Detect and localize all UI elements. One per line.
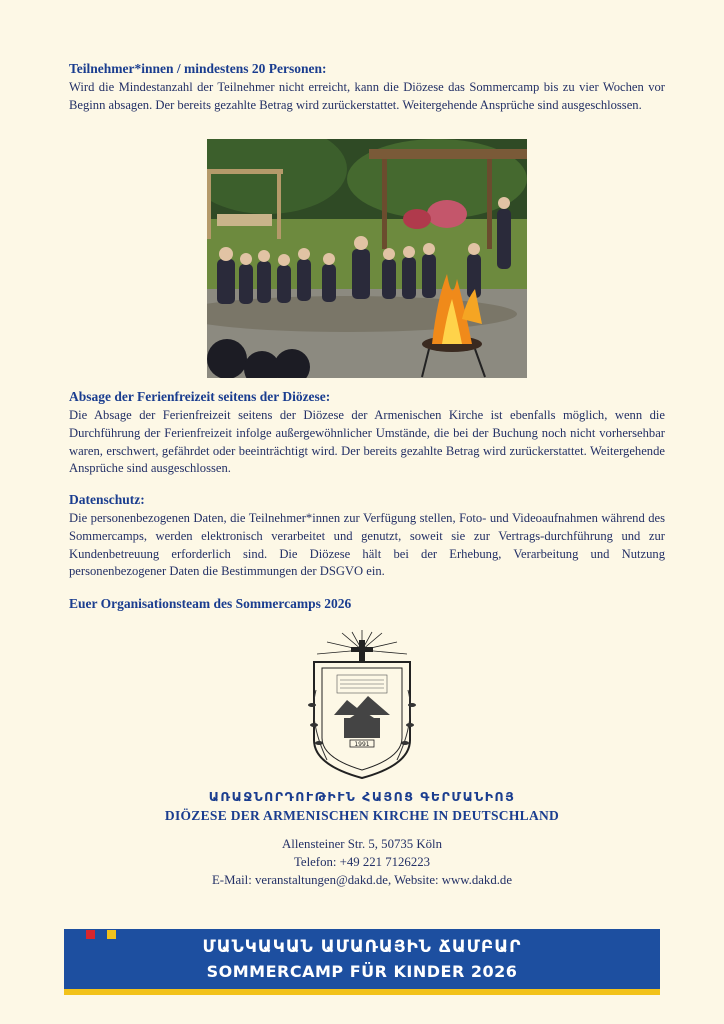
footer-banner [64,929,660,989]
organization-name-german: DIÖZESE DER ARMENISCHEN KIRCHE IN DEUTSCHLAND [164,808,560,823]
cancellation-heading: Absage der Ferienfreizeit seitens der Diözese: [69,389,331,404]
banner-title-german: SOMMERCAMP FÜR KINDER 2026 [206,962,518,981]
organization-address: Allensteiner Str. 5, 50735 Köln [282,837,442,851]
logo-year: 1991 [354,741,370,748]
diocese-seal-logo [302,630,422,782]
banner-yellow-stripe [64,989,660,995]
privacy-text: Die personenbezogenen Daten, die Teilnehmer*innen zur Verfügung stellen, Foto- und Videoaufnahmen während des Sommercamps, werden elektronisch verarbeitet und genutzt, soweit sie zur Vertrags-durchführung und zur Kundenbetreuung erforderlich sind. Die Diözese hält bei der Erhebung, Verarbeitung und Nutzung personenbezogener Daten die Bestimmungen der DSGVO ein. [69,511,665,579]
signoff: Euer Organisationsteam des Sommercamps 2026 [69,596,352,611]
organization-name-armenian: ԱՌԱՋՆՈՐԴՈՒԹԻՒՆ ՀԱՅՈՑ ԳԵՐՄԱՆԻՈՅ [208,789,516,804]
banner-title-armenian: ՄԱՆԿԱԿԱՆ ԱՄԱՌԱՅԻՆ ՃԱՄԲԱՐ [202,937,522,957]
participants-text: Wird die Mindestanzahl der Teilnehmer nicht erreicht, kann die Diözese das Sommercamp bis zu vier Wochen vor Beginn absagen. Der bereits gezahlte Betrag wird zurückerstattet. Weitergehende Ansprüche sind ausgeschlossen. [69,80,665,112]
banner-red-square [86,930,95,939]
banner-yellow-square [107,930,116,939]
privacy-heading: Datenschutz: [69,492,145,507]
organization-email-website: E-Mail: veranstaltungen@dakd.de, Website: www.dakd.de [211,873,513,887]
campfire-photo [207,139,527,378]
cancellation-text: Die Absage der Ferienfreizeit seitens der Diözese der Armenischen Kirche ist ebenfalls möglich, wenn die Durchführung der Ferienfreizeit infolge außergewöhnlicher Umstände, die bei der Buchung noch nicht vorhersehbar waren, erschwert, gefährdet oder beeinträchtigt wird. Der bereits gezahlte Betrag wird zurückerstattet. Weitergehende Ansprüche sind ausgeschlossen. [69,408,665,476]
organization-phone: Telefon: +49 221 7126223 [293,855,431,869]
participants-heading: Teilnehmer*innen / mindestens 20 Personen: [69,61,327,76]
